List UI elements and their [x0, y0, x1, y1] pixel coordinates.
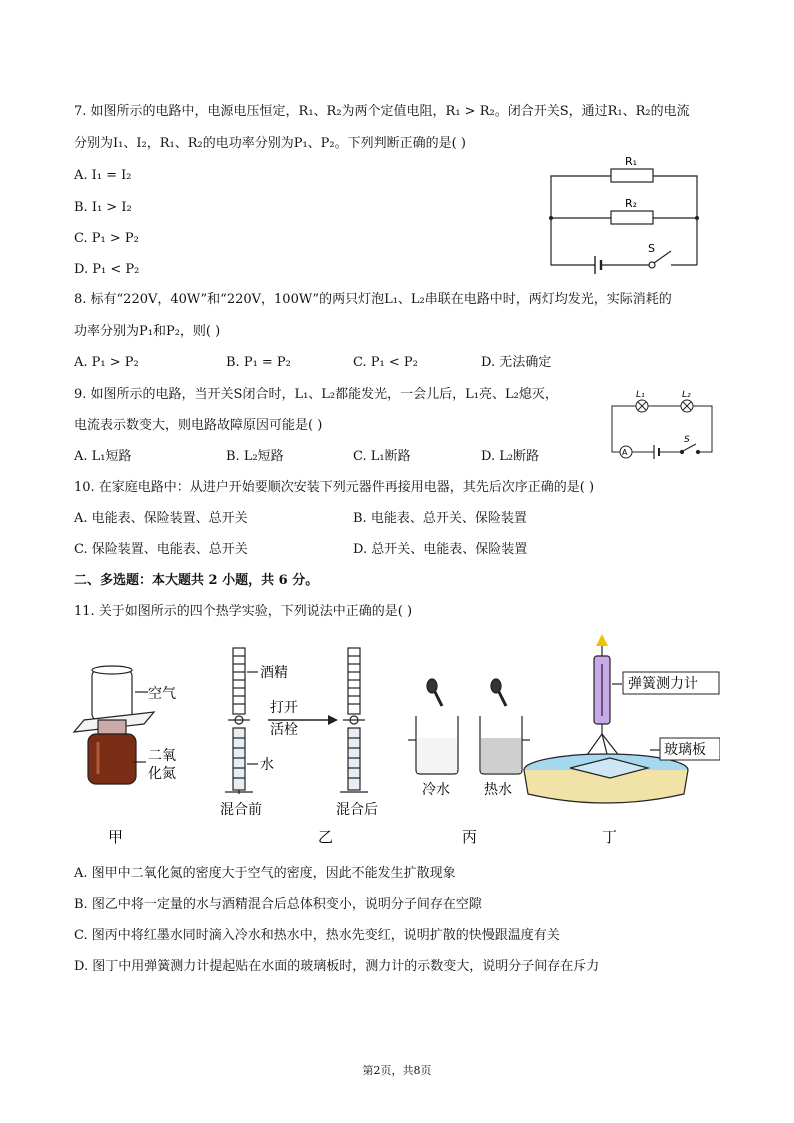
q11-option-a[interactable]: A. 图甲中二氧化氮的密度大于空气的密度，因此不能发生扩散现象	[74, 866, 456, 881]
q7-option-c[interactable]: C. P₁ > P₂	[74, 231, 139, 246]
q7-circuit-diagram	[545, 150, 705, 275]
q9-option-d[interactable]: D. L₂断路	[481, 449, 540, 464]
q9-option-b[interactable]: B. L₂短路	[226, 449, 284, 464]
q9-option-a[interactable]: A. L₁短路	[74, 449, 132, 464]
label-r2: R₂	[625, 197, 638, 210]
label-s: S	[684, 435, 690, 445]
caption-bing: 丙	[462, 828, 478, 846]
label-before: 混合前	[220, 802, 262, 818]
label-hot-water: 热水	[484, 782, 512, 798]
label-open-1: 打开	[270, 700, 298, 716]
q10-option-c[interactable]: C. 保险装置、电能表、总开关	[74, 542, 248, 557]
label-open-2: 活栓	[270, 722, 298, 738]
q9-stem-line2: 电流表示数变大，则电路故障原因可能是( )	[74, 418, 323, 433]
q8-option-a[interactable]: A. P₁ > P₂	[74, 355, 139, 370]
label-glass-plate: 玻璃板	[664, 742, 706, 758]
label-cold-water: 冷水	[422, 782, 450, 798]
q10-option-d[interactable]: D. 总开关、电能表、保险装置	[353, 542, 528, 557]
experiment-jia	[74, 666, 154, 784]
q10-option-b[interactable]: B. 电能表、总开关、保险装置	[353, 511, 527, 526]
label-no2-2: 化氮	[148, 766, 176, 782]
q11-option-d[interactable]: D. 图丁中用弹簧测力计提起贴在水面的玻璃板时，测力计的示数变大，说明分子间存在斥力	[74, 959, 600, 974]
q8-option-d[interactable]: D. 无法确定	[481, 355, 552, 370]
q7-stem-line2: 分别为I₁、I₂，R₁、R₂的电功率分别为P₁、P₂。下列判断正确的是( )	[74, 136, 466, 151]
q7-option-a[interactable]: A. I₁ = I₂	[74, 168, 132, 183]
label-water: 水	[260, 757, 274, 773]
caption-ding: 丁	[602, 828, 618, 846]
q7-option-d[interactable]: D. P₁ < P₂	[74, 262, 140, 277]
experiment-ding	[524, 634, 688, 803]
label-air: 空气	[148, 686, 176, 702]
q7-stem-line1: 7. 如图所示的电路中，电源电压恒定，R₁、R₂为两个定值电阻，R₁ > R₂。闭合开关S，通过R₁、R₂的电流	[74, 104, 690, 119]
q9-stem-line1: 9. 如图所示的电路，当开关S闭合时，L₁、L₂都能发光，一会儿后，L₁亮、L₂熄灭，	[74, 387, 558, 402]
switch-s	[683, 444, 696, 451]
experiment-yi-after	[340, 648, 368, 792]
label-l2: L₂	[682, 390, 691, 400]
label-ammeter: A	[622, 448, 628, 457]
q8-stem-line1: 8. 标有“220V，40W”和“220V，100W”的两只灯泡L₁、L₂串联在电路中时，两灯均发光，实际消耗的	[74, 292, 672, 307]
label-after: 混合后	[336, 802, 378, 818]
label-l1: L₁	[636, 390, 645, 400]
q9-option-c[interactable]: C. L₁断路	[353, 449, 411, 464]
label-no2-1: 二氧	[148, 748, 176, 764]
label-alcohol: 酒精	[260, 665, 288, 681]
q11-option-b[interactable]: B. 图乙中将一定量的水与酒精混合后总体积变小，说明分子间存在空隙	[74, 897, 482, 912]
caption-jia: 甲	[108, 828, 124, 846]
q7-option-b[interactable]: B. I₁ > I₂	[74, 200, 132, 215]
resistor-r2	[611, 211, 653, 224]
label-s: S	[648, 242, 655, 255]
switch-s	[654, 251, 671, 263]
q8-option-c[interactable]: C. P₁ < P₂	[353, 355, 418, 370]
resistor-r1	[611, 169, 653, 182]
q11-stem: 11. 关于如图所示的四个热学实验，下列说法中正确的是( )	[74, 604, 413, 619]
section-heading: 二、多选题：本大题共 2 小题，共 6 分。	[74, 573, 319, 588]
experiment-bing	[408, 679, 530, 774]
page-footer: 第2页，共8页	[362, 1064, 432, 1077]
q11-experiments-figure	[70, 632, 720, 854]
q11-option-c[interactable]: C. 图丙中将红墨水同时滴入冷水和热水中，热水先变红，说明扩散的快慢跟温度有关	[74, 928, 560, 943]
experiment-yi-before	[225, 648, 258, 794]
q8-stem-line2: 功率分别为P₁和P₂，则( )	[74, 324, 221, 339]
q9-circuit-diagram	[606, 386, 718, 464]
q10-stem: 10. 在家庭电路中：从进户开始要顺次安装下列元器件再接用电器，其先后次序正确的是( )	[74, 480, 595, 495]
label-spring-balance: 弹簧测力计	[628, 676, 698, 692]
label-r1: R₁	[625, 155, 638, 168]
caption-yi: 乙	[318, 828, 334, 846]
q8-option-b[interactable]: B. P₁ = P₂	[226, 355, 291, 370]
q10-option-a[interactable]: A. 电能表、保险装置、总开关	[74, 511, 248, 526]
